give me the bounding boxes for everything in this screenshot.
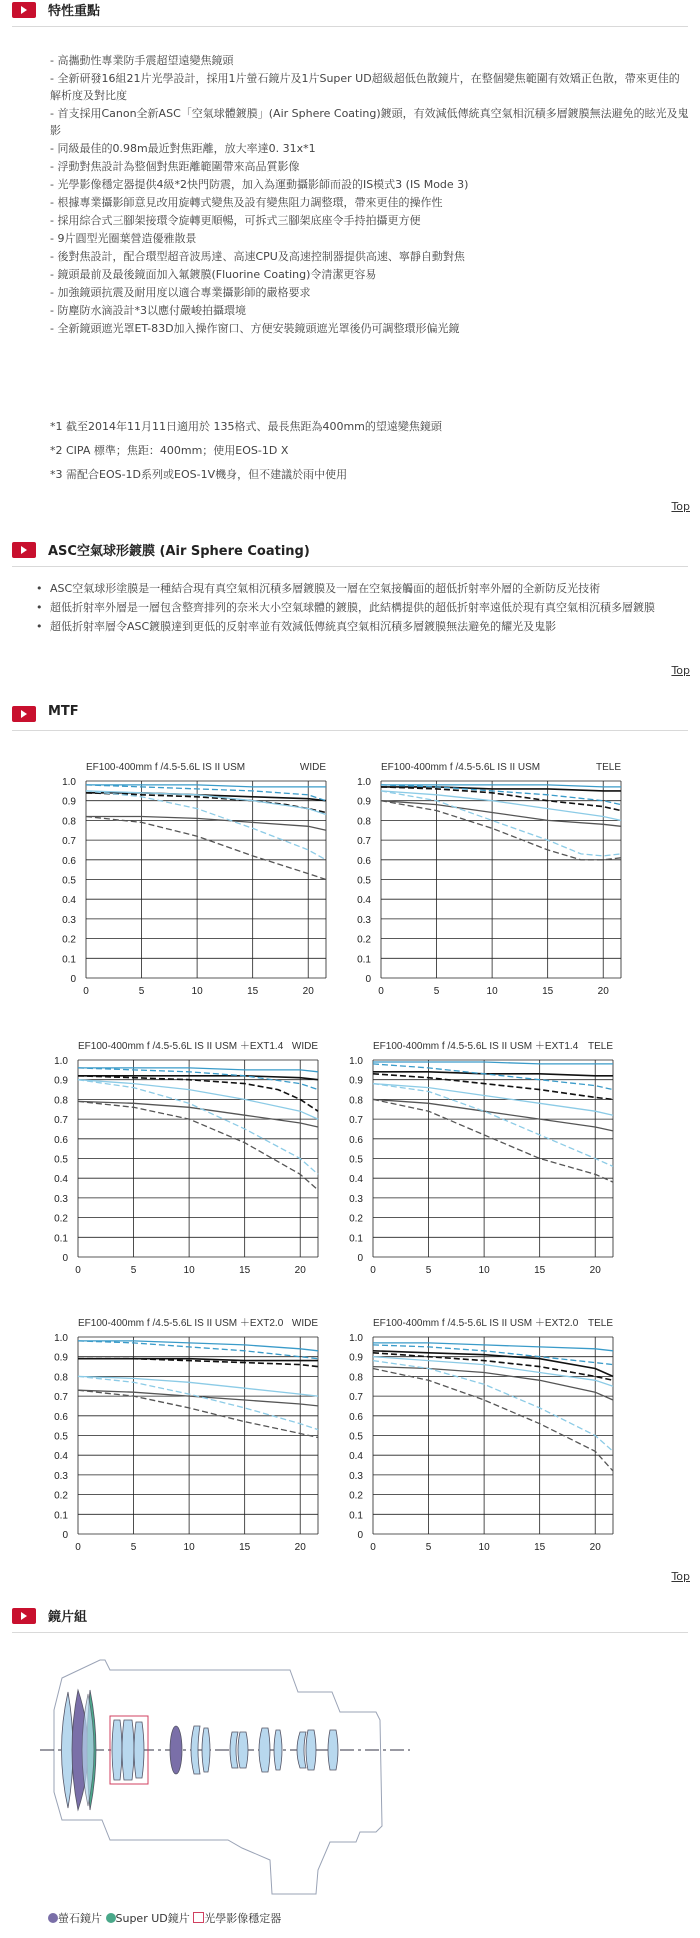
x-tick-label: 0 xyxy=(75,1265,81,1276)
y-tick-label: 0.1 xyxy=(357,954,371,966)
y-tick-label: 0.4 xyxy=(349,1174,363,1186)
x-tick-label: 0 xyxy=(83,986,89,997)
mtf-chart-svg xyxy=(337,1037,637,1287)
chart-title: EF100-400mm f /4.5-5.6L IS II USM ＋EXT1.4 xyxy=(78,1041,284,1052)
y-tick-label: 0.8 xyxy=(54,1372,68,1384)
y-tick-label: 0.5 xyxy=(54,1431,68,1443)
list-item: • ASC空氣球形塗膜是一種結合現有真空氣相沉積多層鍍膜及一層在空氣接觸面的超低折射率外層的全新防反光技術 xyxy=(36,580,684,597)
x-tick-label: 15 xyxy=(239,1265,251,1276)
x-tick-label: 20 xyxy=(294,1542,306,1553)
y-tick-label: 0.4 xyxy=(62,895,76,907)
lens-element xyxy=(259,1728,270,1772)
lens-diagram xyxy=(40,1650,410,1904)
x-tick-label: 5 xyxy=(130,1265,137,1276)
y-tick-label: 0.7 xyxy=(349,1392,363,1404)
x-tick-label: 0 xyxy=(370,1542,376,1553)
mtf-series-line xyxy=(78,1076,318,1111)
y-tick-label: 0.3 xyxy=(54,1470,68,1482)
section-title: 特性重點 xyxy=(48,4,101,19)
y-tick-label: 0.9 xyxy=(54,1352,68,1364)
x-tick-label: 15 xyxy=(239,1542,251,1553)
y-tick-label: 0 xyxy=(62,1253,68,1264)
x-tick-label: 15 xyxy=(534,1265,546,1276)
x-tick-label: 0 xyxy=(75,1542,81,1553)
feature-list xyxy=(50,52,690,338)
y-tick-label: 1.0 xyxy=(357,777,371,788)
lens-element xyxy=(238,1732,248,1768)
y-tick-label: 0.3 xyxy=(349,1470,363,1482)
x-tick-label: 5 xyxy=(130,1542,137,1553)
y-tick-label: 0.6 xyxy=(62,855,76,867)
list-item: - 後對焦設計，配合環型超音波馬達、高速CPU及高速控制器提供高速、寧靜自動對焦 xyxy=(50,250,465,263)
x-tick-label: 20 xyxy=(302,986,314,997)
x-tick-label: 10 xyxy=(478,1265,490,1276)
mtf-chart-svg xyxy=(42,1037,342,1287)
list-item: - 首支採用Canon全新ASC「空氣球體鍍膜」(Air Sphere Coating)鍍頭，有效減低傳統真空氣相沉積多層鍍膜無法避免的眩光及鬼影 xyxy=(50,107,689,137)
section-header-asc xyxy=(12,540,688,567)
y-tick-label: 0.3 xyxy=(62,914,76,926)
mtf-series-line xyxy=(381,791,621,821)
mtf-chart xyxy=(42,1314,342,1564)
chart-mode-label: WIDE xyxy=(291,1041,318,1052)
x-tick-label: 5 xyxy=(425,1542,432,1553)
list-item: - 光學影像穩定器提供4級*2快門防震，加入為運動攝影師而設的IS模式3 (IS Mode 3) xyxy=(50,178,469,191)
y-tick-label: 0.6 xyxy=(54,1134,68,1146)
section-title: MTF xyxy=(48,704,79,719)
y-tick-label: 0.2 xyxy=(349,1490,363,1502)
section-title: ASC空氣球形鍍膜 (Air Sphere Coating) xyxy=(48,544,310,559)
y-tick-label: 1.0 xyxy=(54,1056,68,1067)
list-item: - 全新鏡頭遮光罩ET-83D加入操作窗口、方便安裝鏡頭遮光罩後仍可調整環形偏光鏡 xyxy=(50,322,460,335)
mtf-series-line xyxy=(78,1068,318,1072)
x-tick-label: 10 xyxy=(183,1542,195,1553)
chart-title: EF100-400mm f /4.5-5.6L IS II USM xyxy=(381,762,541,773)
list-item: - 浮動對焦設計為整個對焦距離範圍帶來高品質影像 xyxy=(50,160,300,173)
y-tick-label: 0.4 xyxy=(357,895,371,907)
fluorite-legend-icon xyxy=(48,1913,58,1923)
chart-mode-label: WIDE xyxy=(299,762,326,773)
y-tick-label: 0.4 xyxy=(54,1174,68,1186)
legend-label: Super UD鏡片 xyxy=(115,1912,190,1925)
list-item: - 加強鏡頭抗震及耐用度以適合專業攝影師的嚴格要求 xyxy=(50,286,311,299)
mtf-series-line xyxy=(373,1369,613,1472)
list-item: - 鏡頭最前及最後鏡面加入氟鍍膜(Fluorine Coating)令清潔更容易 xyxy=(50,268,377,281)
y-tick-label: 1.0 xyxy=(62,777,76,788)
section-header-lens xyxy=(12,1606,688,1633)
y-tick-label: 0.6 xyxy=(357,855,371,867)
mtf-series-line xyxy=(381,801,621,860)
chart-title: EF100-400mm f /4.5-5.6L IS II USM ＋EXT1.4 xyxy=(373,1041,579,1052)
mtf-chart-svg xyxy=(337,1314,637,1564)
lens-element xyxy=(202,1728,210,1772)
section-header-features xyxy=(12,0,688,27)
y-tick-label: 0.9 xyxy=(349,1352,363,1364)
lens-legend xyxy=(48,1910,281,1926)
x-tick-label: 5 xyxy=(425,1265,432,1276)
x-tick-label: 15 xyxy=(542,986,554,997)
mtf-series-line xyxy=(373,1099,613,1131)
mtf-chart-svg xyxy=(42,1314,342,1564)
footnote: *2 CIPA 標準；焦距：400mm；使用EOS-1D X xyxy=(50,444,289,457)
list-item: - 同級最佳的0.98m最近對焦距離，放大率達0. 31x*1 xyxy=(50,142,316,155)
mtf-chart xyxy=(345,758,645,1008)
y-tick-label: 1.0 xyxy=(349,1333,363,1344)
lens-element xyxy=(62,1692,74,1808)
legend-label: 光學影像穩定器 xyxy=(204,1912,282,1925)
y-tick-label: 0.1 xyxy=(54,1233,68,1245)
mtf-series-line xyxy=(78,1376,318,1396)
list-item: - 採用綜合式三腳架接環令旋轉更順暢，可拆式三腳架底座令手持拍攝更方便 xyxy=(50,214,421,227)
lens-barrel-outline xyxy=(54,1660,382,1894)
list-item: - 防塵防水滴設計*3以應付嚴峻拍攝環境 xyxy=(50,304,246,317)
y-tick-label: 1.0 xyxy=(54,1333,68,1344)
x-tick-label: 15 xyxy=(247,986,259,997)
legend-label: 螢石鏡片 xyxy=(58,1912,102,1925)
list-item: - 高攜動性專業防手震超望遠變焦鏡頭 xyxy=(50,54,234,67)
chart-mode-label: WIDE xyxy=(291,1318,318,1329)
y-tick-label: 0 xyxy=(70,974,76,985)
mtf-series-line xyxy=(373,1062,613,1064)
mtf-series-line xyxy=(86,817,326,831)
y-tick-label: 0.6 xyxy=(349,1134,363,1146)
x-tick-label: 20 xyxy=(597,986,609,997)
y-tick-label: 0.8 xyxy=(357,816,371,828)
y-tick-label: 0.3 xyxy=(357,914,371,926)
y-tick-label: 0.9 xyxy=(62,796,76,808)
list-item: - 根據專業攝影師意見改用旋轉式變焦及設有變焦阻力調整環，帶來更佳的操作性 xyxy=(50,196,443,209)
y-tick-label: 0 xyxy=(357,1530,363,1541)
super-ud-legend-icon xyxy=(106,1913,116,1923)
mtf-series-line xyxy=(78,1068,318,1090)
y-tick-label: 0.9 xyxy=(54,1075,68,1087)
y-tick-label: 0.6 xyxy=(349,1411,363,1423)
y-tick-label: 0.5 xyxy=(349,1154,363,1166)
x-tick-label: 0 xyxy=(370,1265,376,1276)
y-tick-label: 0.7 xyxy=(357,836,371,848)
x-tick-label: 10 xyxy=(486,986,498,997)
y-tick-label: 0.8 xyxy=(62,816,76,828)
y-tick-label: 0 xyxy=(357,1253,363,1264)
mtf-series-line xyxy=(78,1101,318,1190)
top-link[interactable]: Top xyxy=(671,500,690,513)
section-title: 鏡片組 xyxy=(48,1610,88,1625)
x-tick-label: 5 xyxy=(433,986,440,997)
asc-list xyxy=(36,580,684,637)
arrow-icon xyxy=(12,542,36,558)
arrow-icon xyxy=(12,706,36,722)
y-tick-label: 0.6 xyxy=(54,1411,68,1423)
mtf-series-line xyxy=(373,1099,613,1182)
y-tick-label: 0.8 xyxy=(349,1372,363,1384)
lens-element xyxy=(306,1730,316,1770)
stabilizer-legend-icon xyxy=(193,1912,204,1923)
lens-element xyxy=(274,1730,282,1770)
chart-title: EF100-400mm f /4.5-5.6L IS II USM xyxy=(86,762,246,773)
y-tick-label: 0.8 xyxy=(54,1095,68,1107)
chart-mode-label: TELE xyxy=(595,762,621,773)
y-tick-label: 0.5 xyxy=(349,1431,363,1443)
mtf-chart xyxy=(337,1037,637,1287)
mtf-chart-svg xyxy=(50,758,350,1008)
y-tick-label: 0.5 xyxy=(62,875,76,887)
lens-element xyxy=(112,1720,122,1780)
footnotes xyxy=(50,418,690,490)
y-tick-label: 0.9 xyxy=(349,1075,363,1087)
mtf-series-line xyxy=(78,1080,318,1175)
y-tick-label: 0.3 xyxy=(349,1193,363,1205)
y-tick-label: 0.9 xyxy=(357,796,371,808)
mtf-series-line xyxy=(86,817,326,880)
arrow-icon xyxy=(12,1608,36,1624)
list-item: - 全新研發16組21片光學設計，採用1片螢石鏡片及1片Super UD超級超低色散鏡片，在整個變焦範圍有效矯正色散，帶來更佳的解析度及對比度 xyxy=(50,72,680,102)
y-tick-label: 0.2 xyxy=(62,934,76,946)
section-header-mtf xyxy=(12,704,688,731)
mtf-chart xyxy=(337,1314,637,1564)
x-tick-label: 15 xyxy=(534,1542,546,1553)
x-tick-label: 20 xyxy=(589,1542,601,1553)
y-tick-label: 0.7 xyxy=(349,1115,363,1127)
y-tick-label: 0.5 xyxy=(54,1154,68,1166)
lens-element xyxy=(134,1722,144,1778)
top-link[interactable]: Top xyxy=(671,1570,690,1583)
chart-title: EF100-400mm f /4.5-5.6L IS II USM ＋EXT2.0 xyxy=(78,1318,284,1329)
chart-mode-label: TELE xyxy=(587,1318,613,1329)
y-tick-label: 0.4 xyxy=(349,1451,363,1463)
x-tick-label: 5 xyxy=(138,986,145,997)
y-tick-label: 0.4 xyxy=(54,1451,68,1463)
y-tick-label: 0.2 xyxy=(54,1490,68,1502)
lens-element xyxy=(328,1730,338,1770)
y-tick-label: 0.2 xyxy=(54,1213,68,1225)
y-tick-label: 0.1 xyxy=(349,1510,363,1522)
y-tick-label: 0.7 xyxy=(62,836,76,848)
arrow-icon xyxy=(12,2,36,18)
mtf-series-line xyxy=(373,1367,613,1400)
y-tick-label: 0.7 xyxy=(54,1115,68,1127)
y-tick-label: 0 xyxy=(62,1530,68,1541)
x-tick-label: 20 xyxy=(294,1265,306,1276)
top-link[interactable]: Top xyxy=(671,664,690,677)
lens-element xyxy=(122,1720,134,1780)
list-item: • 超低折射率層令ASC鍍膜達到更低的反射率並有效減低傳統真空氣相沉積多層鍍膜無法避免的耀光及鬼影 xyxy=(36,618,684,635)
footnote: *3 需配合EOS-1D系列或EOS-1V機身，但不建議於雨中使用 xyxy=(50,468,348,481)
footnote: *1 截至2014年11月11日適用於 135格式、最長焦距為400mm的望遠變焦鏡頭 xyxy=(50,420,442,433)
x-tick-label: 10 xyxy=(191,986,203,997)
y-tick-label: 0.1 xyxy=(54,1510,68,1522)
y-tick-label: 1.0 xyxy=(349,1056,363,1067)
fluorite-lens xyxy=(170,1726,182,1774)
list-item: - 9片圓型光圈葉營造優雅散景 xyxy=(50,232,197,245)
list-item: • 超低折射率外層是一層包含整齊排列的奈米大小空氣球體的鍍膜，此結構提供的超低折射率遠低於現有真空氣相沉積多層鍍膜 xyxy=(36,599,684,616)
chart-mode-label: TELE xyxy=(587,1041,613,1052)
y-tick-label: 0.1 xyxy=(62,954,76,966)
y-tick-label: 0.7 xyxy=(54,1392,68,1404)
x-tick-label: 20 xyxy=(589,1265,601,1276)
y-tick-label: 0.8 xyxy=(349,1095,363,1107)
x-tick-label: 10 xyxy=(478,1542,490,1553)
mtf-series-line xyxy=(373,1343,613,1351)
y-tick-label: 0.5 xyxy=(357,875,371,887)
mtf-chart xyxy=(50,758,350,1008)
y-tick-label: 0.3 xyxy=(54,1193,68,1205)
chart-title: EF100-400mm f /4.5-5.6L IS II USM ＋EXT2.0 xyxy=(373,1318,579,1329)
lens-element xyxy=(297,1732,306,1768)
y-tick-label: 0.1 xyxy=(349,1233,363,1245)
y-tick-label: 0.2 xyxy=(357,934,371,946)
y-tick-label: 0.2 xyxy=(349,1213,363,1225)
mtf-chart xyxy=(42,1037,342,1287)
y-tick-label: 0 xyxy=(365,974,371,985)
mtf-chart-svg xyxy=(345,758,645,1008)
x-tick-label: 0 xyxy=(378,986,384,997)
x-tick-label: 10 xyxy=(183,1265,195,1276)
lens-element xyxy=(230,1732,238,1768)
